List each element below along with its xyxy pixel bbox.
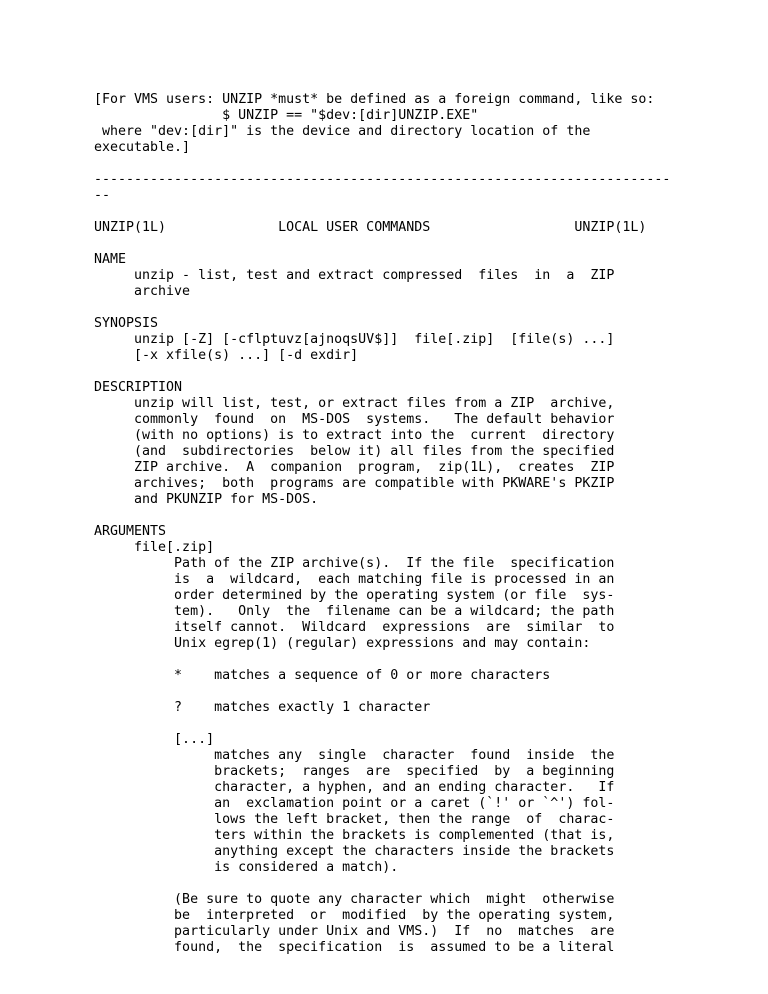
bracket-desc-line: matches any single character found inside the [94,748,615,763]
quote-note-line: particularly under Unix and VMS.) If no matches are [94,924,615,939]
bracket-desc-line: anything except the characters inside the brackets [94,844,615,859]
name-text-line: archive [94,284,191,299]
description-text-line: unzip will list, test, or extract files from a ZIP archive, [94,396,615,411]
section-heading-description: DESCRIPTION [94,380,183,395]
vms-note-line: executable.] [94,140,191,155]
argument-text-line: order determined by the operating system (or file sys- [94,588,615,603]
description-text-line: archives; both programs are compatible with PKWARE's PKZIP [94,476,615,491]
man-page-header: UNZIP(1L) LOCAL USER COMMANDS UNZIP(1L) [94,220,647,235]
description-text-line: commonly found on MS-DOS systems. The default behavior [94,412,615,427]
argument-text-line: itself cannot. Wildcard expressions are similar to [94,620,615,635]
wildcard-question-line: ? matches exactly 1 character [94,700,431,715]
synopsis-text-line: [-x xfile(s) ...] [-d exdir] [94,348,359,363]
quote-note-line: (Be sure to quote any character which might otherwise [94,892,615,907]
wildcard-star-line: * matches a sequence of 0 or more characters [94,668,551,683]
argument-text-line: Path of the ZIP archive(s). If the file specification [94,556,615,571]
synopsis-text-line: unzip [-Z] [-cflptuvz[ajnoqsUV$]] file[.zip] [file(s) ...] [94,332,615,347]
separator-line: -- [94,188,111,203]
argument-text-line: tem). Only the filename can be a wildcard; the path [94,604,615,619]
bracket-desc-line: lows the left bracket, then the range of charac- [94,812,615,827]
bracket-desc-line: brackets; ranges are specified by a beginning [94,764,615,779]
name-text-line: unzip - list, test and extract compressed files in a ZIP [94,268,615,283]
quote-note-line: found, the specification is assumed to be a literal [94,940,615,955]
description-text-line: (and subdirectories below it) all files from the specified [94,444,615,459]
argument-label-file: file[.zip] [94,540,215,555]
description-text-line: ZIP archive. A companion program, zip(1L), creates ZIP [94,460,615,475]
wildcard-bracket-label: [...] [94,732,215,747]
section-heading-synopsis: SYNOPSIS [94,316,159,331]
description-text-line: and PKUNZIP for MS-DOS. [94,492,319,507]
vms-note-line: where "dev:[dir]" is the device and directory location of the [94,124,591,139]
section-heading-name: NAME [94,252,127,267]
bracket-desc-line: an exclamation point or a caret (`!' or `^') fol- [94,796,615,811]
quote-note-line: be interpreted or modified by the operating system, [94,908,615,923]
argument-text-line: is a wildcard, each matching file is processed in an [94,572,615,587]
bracket-desc-line: ters within the brackets is complemented (that is, [94,828,615,843]
section-heading-arguments: ARGUMENTS [94,524,167,539]
argument-text-line: Unix egrep(1) (regular) expressions and may contain: [94,636,591,651]
separator-line: ------------------------------------------------------------------------ [94,172,671,187]
description-text-line: (with no options) is to extract into the current directory [94,428,615,443]
vms-note-line: $ UNZIP == "$dev:[dir]UNZIP.EXE" [94,108,479,123]
bracket-desc-line: character, a hyphen, and an ending character. If [94,780,615,795]
vms-note-line: [For VMS users: UNZIP *must* be defined as a foreign command, like so: [94,92,655,107]
bracket-desc-line: is considered a match). [94,860,399,875]
